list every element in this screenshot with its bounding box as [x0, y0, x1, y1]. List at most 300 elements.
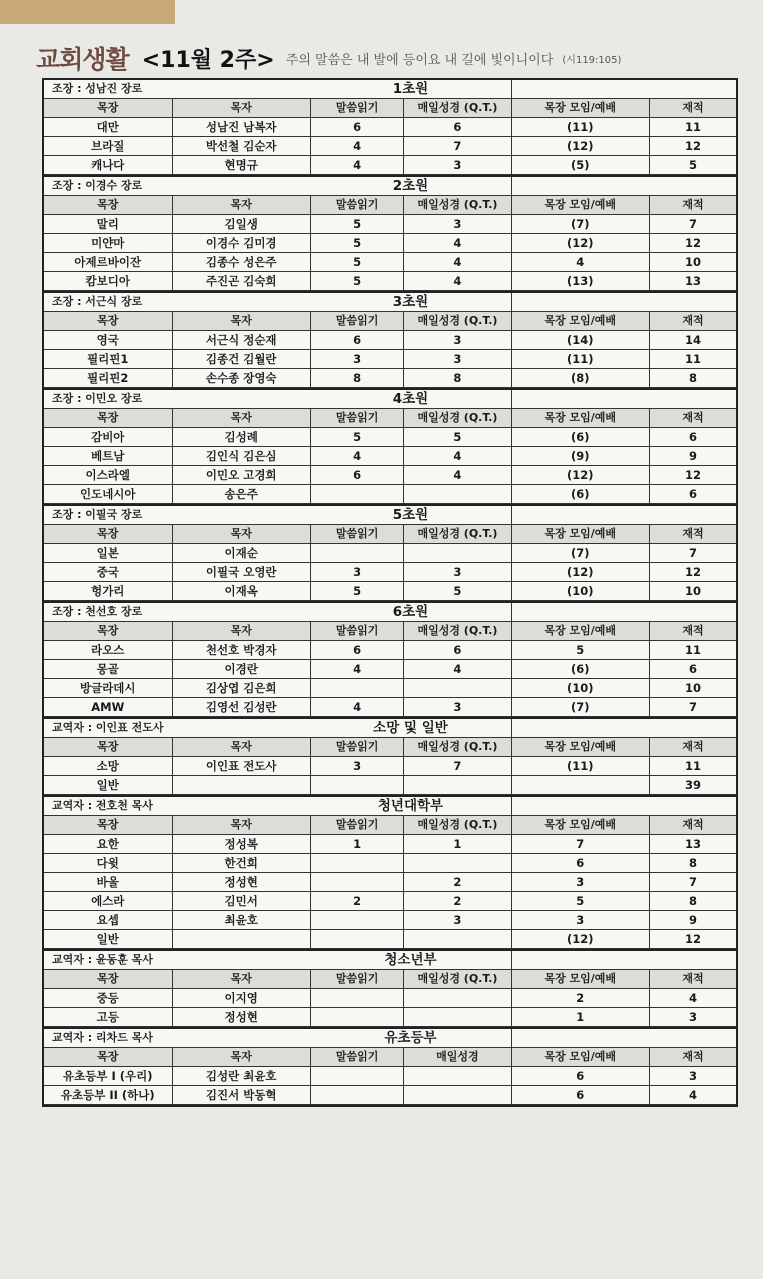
section-table	[44, 1029, 736, 1105]
cell-meeting: 1	[511, 1008, 649, 1027]
cell-daily-qt: 2	[404, 873, 511, 892]
cell-bible-reading: 3	[310, 563, 403, 582]
section-table	[44, 80, 736, 175]
cell-shepherd: 이지영	[172, 989, 310, 1008]
column-header-row	[44, 409, 736, 428]
section-title-row	[44, 1029, 736, 1048]
column-header-group: 목장	[44, 312, 172, 331]
section-title-spacer	[511, 603, 736, 622]
section-title-spacer	[511, 177, 736, 196]
cell-daily-qt: 4	[404, 447, 511, 466]
cell-daily-qt: 5	[404, 428, 511, 447]
cell-group: 몽골	[44, 660, 172, 679]
section-title-row	[44, 293, 736, 312]
bible-verse: 주의 말씀은 내 발에 등이요 내 길에 빛이니이다	[285, 52, 554, 68]
column-header-bible-reading: 말씀읽기	[310, 970, 403, 989]
cell-daily-qt: 5	[404, 582, 511, 601]
column-header-shepherd: 목자	[172, 312, 310, 331]
cell-meeting: (12)	[511, 234, 649, 253]
cell-meeting: (12)	[511, 466, 649, 485]
cell-enrollment: 10	[649, 679, 736, 698]
section-leader: 조장 : 천선호 장로	[44, 603, 310, 622]
column-header-shepherd: 목자	[172, 622, 310, 641]
cell-meeting: (6)	[511, 485, 649, 504]
column-header-row	[44, 99, 736, 118]
cell-enrollment: 10	[649, 253, 736, 272]
cell-daily-qt: 6	[404, 641, 511, 660]
table-row	[44, 234, 736, 253]
cell-enrollment: 13	[649, 835, 736, 854]
table-row	[44, 331, 736, 350]
cell-group: 소망	[44, 757, 172, 776]
cell-daily-qt: 8	[404, 369, 511, 388]
table-row	[44, 698, 736, 717]
table-row	[44, 485, 736, 504]
cell-bible-reading: 6	[310, 641, 403, 660]
section-name: 1초원	[310, 80, 511, 99]
section-10	[42, 1027, 738, 1107]
table-row	[44, 835, 736, 854]
column-header-meeting: 목장 모임/예배	[511, 196, 649, 215]
cell-meeting: (13)	[511, 272, 649, 291]
column-header-row	[44, 196, 736, 215]
cell-group: 이스라엘	[44, 466, 172, 485]
cell-shepherd: 현명규	[172, 156, 310, 175]
cell-shepherd: 김성례	[172, 428, 310, 447]
section-leader: 교역자 : 리차드 목사	[44, 1029, 310, 1048]
table-row	[44, 1086, 736, 1105]
table-row	[44, 930, 736, 949]
cell-meeting: 3	[511, 911, 649, 930]
table-row	[44, 118, 736, 137]
cell-meeting: (12)	[511, 930, 649, 949]
cell-bible-reading: 8	[310, 369, 403, 388]
table-row	[44, 757, 736, 776]
cell-enrollment: 12	[649, 466, 736, 485]
cell-enrollment: 5	[649, 156, 736, 175]
cell-group: 미얀마	[44, 234, 172, 253]
cell-meeting: (7)	[511, 215, 649, 234]
section-table	[44, 797, 736, 949]
table-row	[44, 1008, 736, 1027]
cell-shepherd: 정성현	[172, 873, 310, 892]
cell-shepherd	[172, 776, 310, 795]
cell-shepherd: 이재옥	[172, 582, 310, 601]
cell-shepherd: 김종수 성은주	[172, 253, 310, 272]
table-row	[44, 679, 736, 698]
cell-daily-qt	[404, 930, 511, 949]
column-header-daily-qt: 매일성경 (Q.T.)	[404, 525, 511, 544]
section-name: 소망 및 일반	[310, 719, 511, 738]
column-header-enrollment: 재적	[649, 1048, 736, 1067]
column-header-row	[44, 970, 736, 989]
cell-group: 유초등부 I (우리)	[44, 1067, 172, 1086]
column-header-bible-reading: 말씀읽기	[310, 312, 403, 331]
cell-group: 영국	[44, 331, 172, 350]
cell-group: 다윗	[44, 854, 172, 873]
table-row	[44, 156, 736, 175]
cell-daily-qt: 4	[404, 466, 511, 485]
section-name: 4초원	[310, 390, 511, 409]
cell-group: 방글라데시	[44, 679, 172, 698]
table-row	[44, 582, 736, 601]
column-header-group: 목장	[44, 970, 172, 989]
column-header-bible-reading: 말씀읽기	[310, 1048, 403, 1067]
cell-shepherd: 이경수 김미경	[172, 234, 310, 253]
table-row	[44, 466, 736, 485]
section-9	[42, 949, 738, 1027]
cell-bible-reading: 4	[310, 660, 403, 679]
cell-enrollment: 11	[649, 757, 736, 776]
cell-shepherd: 김영선 김성란	[172, 698, 310, 717]
section-4	[42, 388, 738, 504]
section-name: 청년대학부	[310, 797, 511, 816]
cell-group: 말리	[44, 215, 172, 234]
cell-group: 중등	[44, 989, 172, 1008]
column-header-daily-qt: 매일성경 (Q.T.)	[404, 409, 511, 428]
section-title-spacer	[511, 293, 736, 312]
section-title-row	[44, 80, 736, 99]
column-header-daily-qt: 매일성경 (Q.T.)	[404, 622, 511, 641]
cell-bible-reading	[310, 911, 403, 930]
section-leader: 교역자 : 전호천 목사	[44, 797, 310, 816]
section-leader: 교역자 : 이인표 전도사	[44, 719, 310, 738]
section-table	[44, 506, 736, 601]
cell-group: 요셉	[44, 911, 172, 930]
section-title-row	[44, 390, 736, 409]
cell-group: 대만	[44, 118, 172, 137]
page-header	[36, 40, 756, 76]
column-header-daily-qt: 매일성경	[404, 1048, 511, 1067]
column-header-enrollment: 재적	[649, 409, 736, 428]
column-header-row	[44, 816, 736, 835]
cell-bible-reading	[310, 679, 403, 698]
cell-enrollment: 7	[649, 544, 736, 563]
column-header-shepherd: 목자	[172, 525, 310, 544]
cell-group: 고등	[44, 1008, 172, 1027]
column-header-group: 목장	[44, 99, 172, 118]
cell-bible-reading: 4	[310, 156, 403, 175]
table-row	[44, 776, 736, 795]
cell-meeting: 4	[511, 253, 649, 272]
cell-daily-qt	[404, 854, 511, 873]
column-header-group: 목장	[44, 409, 172, 428]
cell-group: 유초등부 II (하나)	[44, 1086, 172, 1105]
column-header-daily-qt: 매일성경 (Q.T.)	[404, 738, 511, 757]
column-header-group: 목장	[44, 738, 172, 757]
section-6	[42, 601, 738, 717]
cell-group: 일반	[44, 776, 172, 795]
cell-shepherd: 김인식 김은심	[172, 447, 310, 466]
section-7	[42, 717, 738, 795]
column-header-shepherd: 목자	[172, 970, 310, 989]
cell-shepherd: 김민서	[172, 892, 310, 911]
table-row	[44, 563, 736, 582]
attendance-report	[42, 78, 738, 1107]
cell-shepherd: 김진서 박동혁	[172, 1086, 310, 1105]
cell-daily-qt	[404, 989, 511, 1008]
cell-shepherd	[172, 930, 310, 949]
cell-daily-qt	[404, 1067, 511, 1086]
cell-daily-qt: 3	[404, 698, 511, 717]
cell-shepherd: 김성란 최윤호	[172, 1067, 310, 1086]
cell-bible-reading: 3	[310, 757, 403, 776]
column-header-enrollment: 재적	[649, 816, 736, 835]
column-header-group: 목장	[44, 622, 172, 641]
section-table	[44, 603, 736, 717]
cell-meeting: 6	[511, 1086, 649, 1105]
cell-bible-reading: 6	[310, 466, 403, 485]
cell-daily-qt: 2	[404, 892, 511, 911]
column-header-bible-reading: 말씀읽기	[310, 525, 403, 544]
section-leader: 교역자 : 윤동훈 목사	[44, 951, 310, 970]
table-row	[44, 447, 736, 466]
column-header-shepherd: 목자	[172, 816, 310, 835]
cell-meeting: 6	[511, 854, 649, 873]
column-header-bible-reading: 말씀읽기	[310, 99, 403, 118]
cell-bible-reading	[310, 989, 403, 1008]
cell-bible-reading	[310, 873, 403, 892]
cell-daily-qt: 3	[404, 156, 511, 175]
section-title-row	[44, 719, 736, 738]
section-title-spacer	[511, 80, 736, 99]
cell-shepherd: 이재순	[172, 544, 310, 563]
cell-meeting: (10)	[511, 582, 649, 601]
column-header-group: 목장	[44, 525, 172, 544]
section-leader: 조장 : 성남진 장로	[44, 80, 310, 99]
cell-enrollment: 8	[649, 892, 736, 911]
cell-shepherd: 최윤호	[172, 911, 310, 930]
column-header-row	[44, 525, 736, 544]
cell-bible-reading	[310, 1067, 403, 1086]
cell-daily-qt: 3	[404, 215, 511, 234]
cell-enrollment: 7	[649, 698, 736, 717]
cell-group: 중국	[44, 563, 172, 582]
column-header-enrollment: 재적	[649, 738, 736, 757]
page-title: 교회생활	[36, 45, 129, 74]
cell-meeting: 5	[511, 892, 649, 911]
week-label: <11월 2주>	[141, 47, 275, 73]
cell-daily-qt	[404, 1008, 511, 1027]
cell-daily-qt: 4	[404, 253, 511, 272]
section-title-row	[44, 797, 736, 816]
cell-meeting: (6)	[511, 660, 649, 679]
column-header-row	[44, 622, 736, 641]
section-name: 5초원	[310, 506, 511, 525]
cell-bible-reading	[310, 485, 403, 504]
cell-bible-reading: 6	[310, 331, 403, 350]
column-header-shepherd: 목자	[172, 196, 310, 215]
cell-group: 에스라	[44, 892, 172, 911]
column-header-group: 목장	[44, 196, 172, 215]
cell-daily-qt: 4	[404, 272, 511, 291]
cell-daily-qt: 3	[404, 563, 511, 582]
cell-enrollment: 12	[649, 234, 736, 253]
cell-meeting: 6	[511, 1067, 649, 1086]
cell-enrollment: 39	[649, 776, 736, 795]
column-header-daily-qt: 매일성경 (Q.T.)	[404, 816, 511, 835]
cell-enrollment: 14	[649, 331, 736, 350]
cell-meeting: (9)	[511, 447, 649, 466]
cell-group: 일본	[44, 544, 172, 563]
cell-bible-reading: 2	[310, 892, 403, 911]
cell-shepherd: 주진곤 김숙희	[172, 272, 310, 291]
cell-bible-reading: 5	[310, 428, 403, 447]
column-header-row	[44, 1048, 736, 1067]
section-title-spacer	[511, 719, 736, 738]
section-title-spacer	[511, 390, 736, 409]
column-header-enrollment: 재적	[649, 970, 736, 989]
cell-group: 라오스	[44, 641, 172, 660]
column-header-shepherd: 목자	[172, 99, 310, 118]
cell-enrollment: 3	[649, 1067, 736, 1086]
section-leader: 조장 : 이필국 장로	[44, 506, 310, 525]
cell-bible-reading: 5	[310, 234, 403, 253]
cell-enrollment: 10	[649, 582, 736, 601]
column-header-daily-qt: 매일성경 (Q.T.)	[404, 196, 511, 215]
cell-group: 브라질	[44, 137, 172, 156]
column-header-daily-qt: 매일성경 (Q.T.)	[404, 970, 511, 989]
cell-shepherd: 손수종 장영숙	[172, 369, 310, 388]
column-header-meeting: 목장 모임/예배	[511, 312, 649, 331]
cell-group: 인도네시아	[44, 485, 172, 504]
section-title-spacer	[511, 951, 736, 970]
cell-shepherd: 정성복	[172, 835, 310, 854]
cell-meeting: (12)	[511, 563, 649, 582]
column-header-bible-reading: 말씀읽기	[310, 738, 403, 757]
cell-bible-reading	[310, 544, 403, 563]
section-name: 2초원	[310, 177, 511, 196]
cell-group: 요한	[44, 835, 172, 854]
table-row	[44, 272, 736, 291]
cell-shepherd: 이경란	[172, 660, 310, 679]
table-row	[44, 428, 736, 447]
cell-bible-reading: 4	[310, 698, 403, 717]
table-row	[44, 350, 736, 369]
section-leader: 조장 : 서근식 장로	[44, 293, 310, 312]
cell-meeting: 3	[511, 873, 649, 892]
cell-group: 필리핀1	[44, 350, 172, 369]
section-name: 3초원	[310, 293, 511, 312]
cell-group: 베트남	[44, 447, 172, 466]
cell-meeting: (11)	[511, 757, 649, 776]
column-header-bible-reading: 말씀읽기	[310, 409, 403, 428]
cell-daily-qt: 1	[404, 835, 511, 854]
cell-daily-qt: 3	[404, 350, 511, 369]
column-header-meeting: 목장 모임/예배	[511, 622, 649, 641]
column-header-row	[44, 312, 736, 331]
cell-bible-reading: 6	[310, 118, 403, 137]
section-3	[42, 291, 738, 388]
cell-meeting: (8)	[511, 369, 649, 388]
column-header-enrollment: 재적	[649, 312, 736, 331]
section-title-spacer	[511, 1029, 736, 1048]
cell-group: 바울	[44, 873, 172, 892]
cell-meeting: (14)	[511, 331, 649, 350]
cell-daily-qt	[404, 1086, 511, 1105]
section-table	[44, 719, 736, 795]
cell-enrollment: 6	[649, 485, 736, 504]
column-header-bible-reading: 말씀읽기	[310, 196, 403, 215]
column-header-shepherd: 목자	[172, 738, 310, 757]
cell-meeting: (11)	[511, 350, 649, 369]
cell-bible-reading: 4	[310, 137, 403, 156]
column-header-row	[44, 738, 736, 757]
section-5	[42, 504, 738, 601]
cell-enrollment: 12	[649, 930, 736, 949]
cell-daily-qt: 3	[404, 331, 511, 350]
cell-enrollment: 4	[649, 1086, 736, 1105]
cell-enrollment: 8	[649, 854, 736, 873]
column-header-enrollment: 재적	[649, 99, 736, 118]
cell-shepherd: 한건희	[172, 854, 310, 873]
cell-enrollment: 3	[649, 1008, 736, 1027]
cell-daily-qt: 3	[404, 911, 511, 930]
cell-enrollment: 6	[649, 660, 736, 679]
column-header-bible-reading: 말씀읽기	[310, 816, 403, 835]
cell-enrollment: 4	[649, 989, 736, 1008]
section-title-spacer	[511, 506, 736, 525]
cell-enrollment: 8	[649, 369, 736, 388]
section-title-row	[44, 951, 736, 970]
cell-shepherd: 서근식 정순재	[172, 331, 310, 350]
section-title-row	[44, 603, 736, 622]
cell-meeting: (6)	[511, 428, 649, 447]
cell-enrollment: 11	[649, 641, 736, 660]
cell-bible-reading	[310, 1086, 403, 1105]
cell-enrollment: 11	[649, 118, 736, 137]
cell-enrollment: 12	[649, 563, 736, 582]
column-header-meeting: 목장 모임/예배	[511, 409, 649, 428]
cell-group: 아제르바이잔	[44, 253, 172, 272]
section-leader: 조장 : 이경수 장로	[44, 177, 310, 196]
cell-daily-qt: 7	[404, 137, 511, 156]
cell-bible-reading	[310, 854, 403, 873]
table-row	[44, 989, 736, 1008]
cell-daily-qt	[404, 485, 511, 504]
column-header-shepherd: 목자	[172, 1048, 310, 1067]
cell-bible-reading: 5	[310, 253, 403, 272]
cell-shepherd: 김일생	[172, 215, 310, 234]
cell-daily-qt	[404, 544, 511, 563]
header-tab-accent	[0, 0, 175, 24]
section-2	[42, 175, 738, 291]
table-row	[44, 137, 736, 156]
column-header-meeting: 목장 모임/예배	[511, 1048, 649, 1067]
table-row	[44, 369, 736, 388]
section-table	[44, 390, 736, 504]
cell-bible-reading: 5	[310, 582, 403, 601]
cell-meeting: (5)	[511, 156, 649, 175]
cell-meeting: 5	[511, 641, 649, 660]
column-header-bible-reading: 말씀읽기	[310, 622, 403, 641]
cell-bible-reading	[310, 776, 403, 795]
cell-shepherd: 송은주	[172, 485, 310, 504]
table-row	[44, 892, 736, 911]
column-header-meeting: 목장 모임/예배	[511, 816, 649, 835]
section-name: 청소년부	[310, 951, 511, 970]
bible-verse-reference: (시119:105)	[562, 54, 622, 66]
table-row	[44, 1067, 736, 1086]
cell-bible-reading	[310, 930, 403, 949]
column-header-daily-qt: 매일성경 (Q.T.)	[404, 99, 511, 118]
table-row	[44, 660, 736, 679]
cell-meeting	[511, 776, 649, 795]
cell-bible-reading: 5	[310, 272, 403, 291]
cell-group: AMW	[44, 698, 172, 717]
cell-meeting: (7)	[511, 544, 649, 563]
cell-shepherd: 성남진 남복자	[172, 118, 310, 137]
